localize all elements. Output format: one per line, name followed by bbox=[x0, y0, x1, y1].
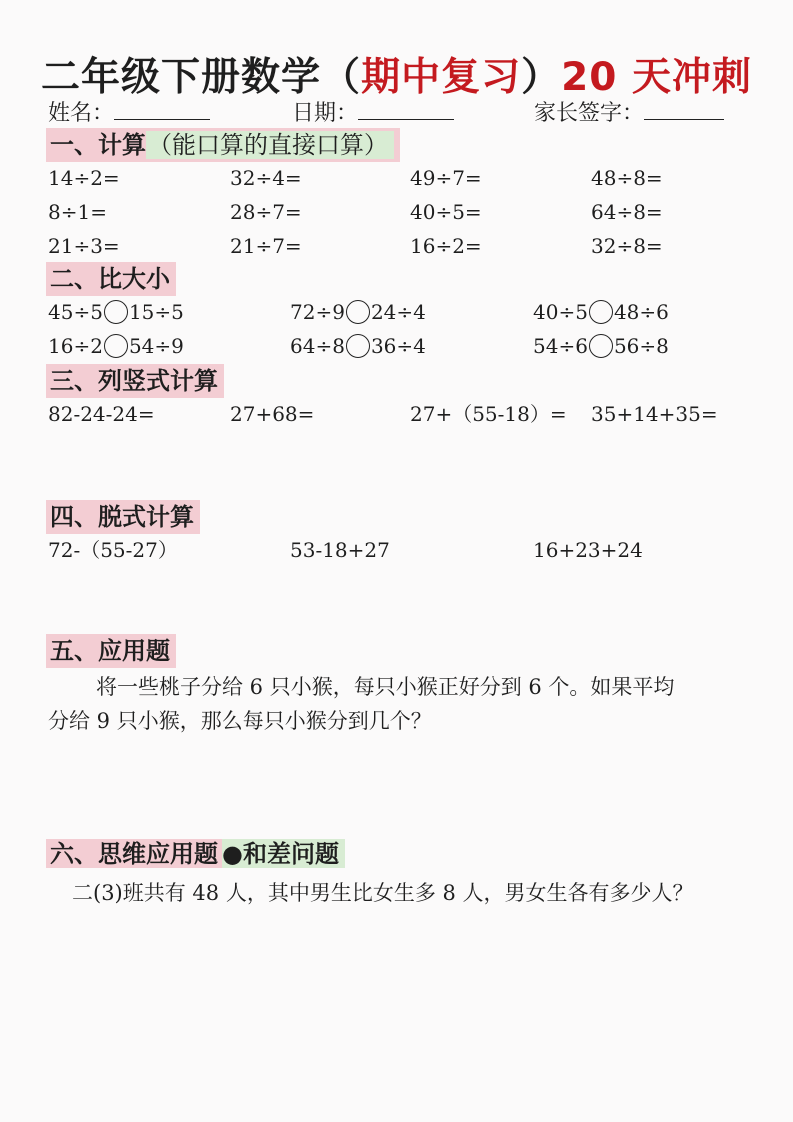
compare-right: 36÷4 bbox=[370, 334, 426, 358]
section-1-heading bbox=[46, 128, 400, 162]
vertical-calc-item: 27+（55-18）= bbox=[410, 402, 567, 426]
section-4-heading bbox=[46, 500, 200, 534]
section-3-heading bbox=[46, 364, 224, 398]
compare-item bbox=[533, 298, 669, 326]
date-field[interactable] bbox=[292, 96, 454, 127]
compare-row bbox=[0, 332, 793, 360]
title-prefix: 二年级下册数学（ bbox=[41, 55, 362, 100]
title-highlight: 期中复习 bbox=[361, 55, 522, 100]
section-1-title: 一、计算 bbox=[50, 130, 146, 159]
compare-left: 16÷2 bbox=[48, 334, 103, 358]
compare-circle[interactable] bbox=[104, 334, 128, 358]
calc-item: 40÷5= bbox=[410, 200, 482, 224]
step-calc-row bbox=[0, 536, 793, 564]
compare-item bbox=[48, 298, 184, 326]
compare-item bbox=[290, 332, 426, 360]
compare-circle[interactable] bbox=[589, 334, 613, 358]
page-title bbox=[0, 46, 793, 102]
name-field[interactable] bbox=[48, 96, 210, 127]
compare-right: 24÷4 bbox=[370, 300, 426, 324]
vertical-calc-item: 35+14+35= bbox=[591, 402, 718, 426]
calc-row bbox=[0, 164, 793, 192]
vertical-calc-item: 27+68= bbox=[230, 402, 315, 426]
compare-circle[interactable] bbox=[346, 334, 370, 358]
step-calc-item: 53-18+27 bbox=[290, 538, 390, 562]
section-4-title: 四、脱式计算 bbox=[50, 502, 194, 531]
compare-left: 72÷9 bbox=[290, 300, 345, 324]
signature-field[interactable] bbox=[534, 96, 724, 127]
signature-blank[interactable] bbox=[644, 101, 724, 120]
title-suffix: ） bbox=[521, 55, 562, 100]
section-2-heading bbox=[46, 262, 176, 296]
section-5-title: 五、应用题 bbox=[50, 636, 170, 665]
section-5-heading bbox=[46, 634, 176, 668]
calc-row bbox=[0, 232, 793, 260]
compare-right: 48÷6 bbox=[613, 300, 669, 324]
section-3-title: 三、列竖式计算 bbox=[50, 366, 218, 395]
step-calc-item: 72-（55-27） bbox=[48, 538, 178, 562]
compare-circle[interactable] bbox=[346, 300, 370, 324]
calc-item: 21÷3= bbox=[48, 234, 120, 258]
compare-item bbox=[48, 332, 184, 360]
calc-item: 32÷4= bbox=[230, 166, 302, 190]
calc-row bbox=[0, 198, 793, 226]
calc-item: 49÷7= bbox=[410, 166, 482, 190]
section-6-heading bbox=[46, 837, 345, 871]
compare-left: 40÷5 bbox=[533, 300, 588, 324]
word-problem-line-1: 将一些桃子分给 6 只小猴，每只小猴正好分到 6 个。如果平均 bbox=[96, 675, 675, 699]
step-calc-item: 16+23+24 bbox=[533, 538, 643, 562]
section-2-title: 二、比大小 bbox=[50, 264, 170, 293]
vertical-calc-row bbox=[0, 400, 793, 428]
calc-item: 8÷1= bbox=[48, 200, 107, 224]
calc-item: 16÷2= bbox=[410, 234, 482, 258]
calc-item: 48÷8= bbox=[591, 166, 663, 190]
compare-circle[interactable] bbox=[104, 300, 128, 324]
compare-circle[interactable] bbox=[589, 300, 613, 324]
calc-item: 14÷2= bbox=[48, 166, 120, 190]
section-6-title: 六、思维应用题 bbox=[46, 839, 222, 868]
compare-row bbox=[0, 298, 793, 326]
name-label: 姓名： bbox=[48, 101, 115, 126]
calc-item: 28÷7= bbox=[230, 200, 302, 224]
date-blank[interactable] bbox=[358, 101, 454, 120]
date-label: 日期： bbox=[292, 101, 359, 126]
section-6-tag: ●和差问题 bbox=[222, 839, 345, 868]
name-blank[interactable] bbox=[114, 101, 210, 120]
signature-label: 家长签字： bbox=[534, 101, 645, 126]
compare-item bbox=[290, 298, 426, 326]
compare-item bbox=[533, 332, 669, 360]
title-days: 20 天冲刺 bbox=[561, 55, 752, 100]
compare-left: 64÷8 bbox=[290, 334, 345, 358]
word-problem-line-2: 分给 9 只小猴，那么每只小猴分到几个？ bbox=[48, 709, 432, 733]
thinking-problem-text: 二(3)班共有 48 人，其中男生比女生多 8 人，男女生各有多少人？ bbox=[72, 881, 694, 905]
section-1-note: （能口算的直接口算） bbox=[146, 131, 394, 159]
vertical-calc-item: 82-24-24= bbox=[48, 402, 155, 426]
compare-left: 54÷6 bbox=[533, 334, 588, 358]
compare-right: 56÷8 bbox=[613, 334, 669, 358]
calc-item: 32÷8= bbox=[591, 234, 663, 258]
calc-item: 21÷7= bbox=[230, 234, 302, 258]
compare-right: 15÷5 bbox=[128, 300, 184, 324]
compare-right: 54÷9 bbox=[128, 334, 184, 358]
calc-item: 64÷8= bbox=[591, 200, 663, 224]
compare-left: 45÷5 bbox=[48, 300, 103, 324]
